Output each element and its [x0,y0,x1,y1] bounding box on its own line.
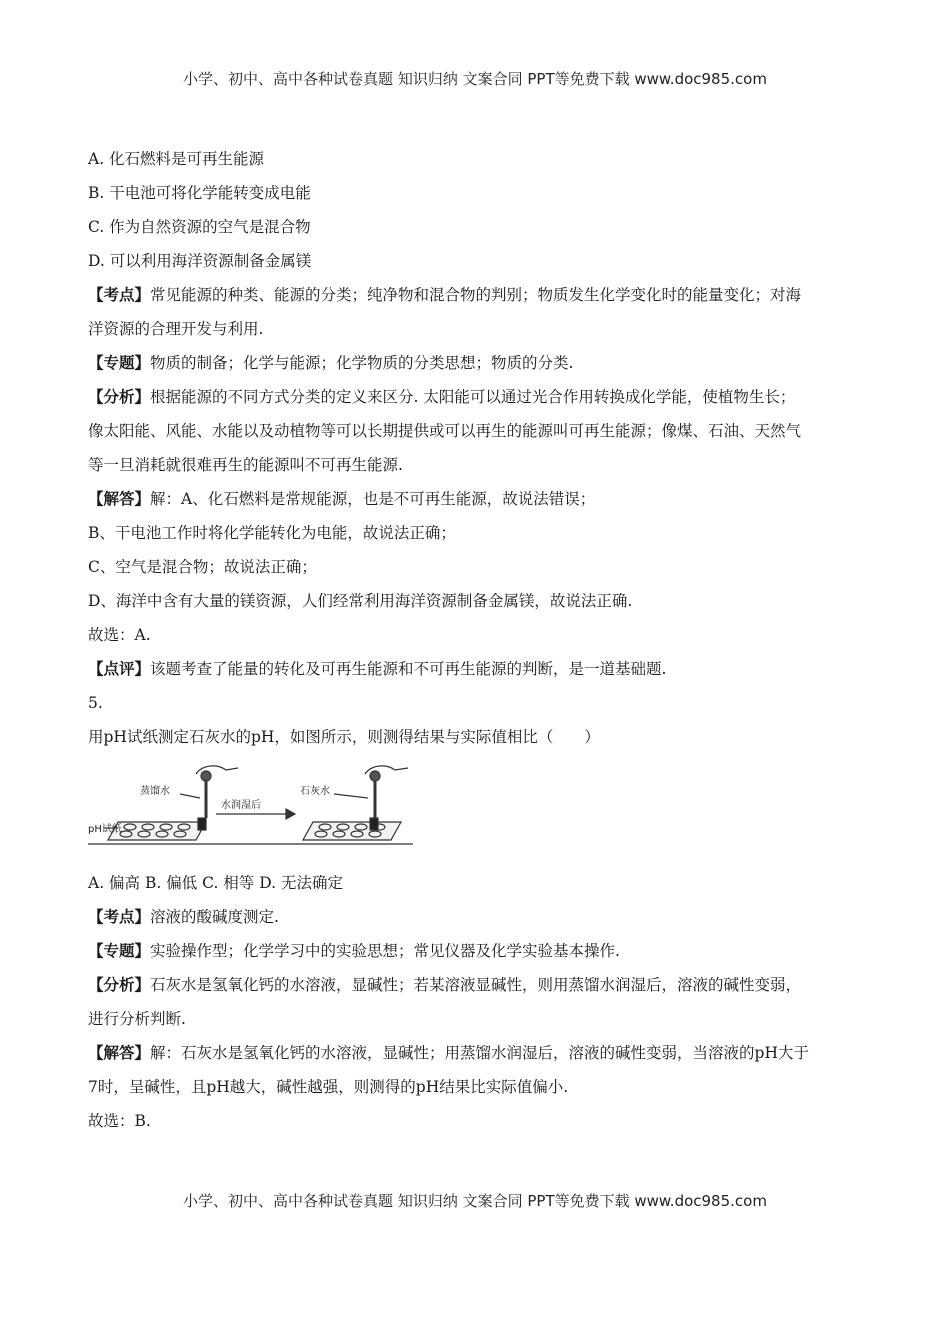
q4-fenxi [88,380,868,414]
q5-number: 5. [88,694,103,712]
kaodian-text: 溶液的酸碱度测定. [150,908,279,926]
jieda-tag: 【解答】 [88,1043,151,1062]
kaodian-text: 常见能源的种类、能源的分类；纯净物和混合物的判别；物质发生化学变化时的能量变化；对海 [150,286,802,304]
q4-option-d: D. 可以利用海洋资源制备金属镁 [88,252,312,270]
zhuanti-text: 实验操作型；化学学习中的实验思想；常见仪器及化学实验基本操作. [150,942,620,960]
zhuanti-tag: 【专题】 [88,353,151,372]
q4-option-c: C. 作为自然资源的空气是混合物 [88,218,311,236]
ph-test-figure [88,760,413,850]
label-arrow-text: 水润湿后 [221,800,261,811]
fenxi-text: 根据能源的不同方式分类的定义来区分. 太阳能可以通过光合作用转换成化学能，使植物生长； [150,388,796,406]
zhuanti-text: 物质的制备；化学与能源；化学物质的分类思想；物质的分类. [150,354,574,372]
dianping-text: 该题考查了能量的转化及可再生能源和不可再生能源的判断，是一道基础题. [150,660,667,678]
ph-strip-right [370,818,378,830]
jieda-text: 解：A、化石燃料是常规能源，也是不可再生能源，故说法错误； [150,490,596,508]
q5-answer: 故选：B. [88,1112,151,1130]
label-limewater: 石灰水 [300,786,330,797]
q4-jieda-c: C、空气是混合物；故说法正确； [88,558,317,576]
kaodian-tag: 【考点】 [88,907,151,926]
q4-fenxi-cont-2: 等一旦消耗就很难再生的能源叫不可再生能源. [88,456,403,474]
dianping-tag: 【点评】 [88,659,151,678]
fenxi-text: 石灰水是氢氧化钙的水溶液，显碱性；若某溶液显碱性，则用蒸馏水润湿后，溶液的碱性变弱， [150,976,802,994]
q5-options: A. 偏高 B. 偏低 C. 相等 D. 无法确定 [88,874,343,892]
q4-kaodian [88,278,868,312]
q4-zhuanti [88,346,868,380]
page-footer: 小学、初中、高中各种试卷真题 知识归纳 文案合同 PPT等免费下载 www.doc985.com [183,1192,767,1210]
q5-jieda [88,1036,868,1070]
jieda-text: 解：石灰水是氢氧化钙的水溶液，显碱性；用蒸馏水润湿后，溶液的碱性变弱，当溶液的pH大于 [150,1044,809,1062]
q4-dianping [88,652,868,686]
q4-jieda-b: B、干电池工作时将化学能转化为电能，故说法正确； [88,524,456,542]
q4-fenxi-cont-1: 像太阳能、风能、水能以及动植物等可以长期提供或可以再生的能源叫可再生能源；像煤、石油、天然气 [88,422,802,440]
q4-jieda-d: D、海洋中含有大量的镁资源，人们经常利用海洋资源制备金属镁，故说法正确. [88,592,633,610]
jieda-tag: 【解答】 [88,489,151,508]
kaodian-tag: 【考点】 [88,285,151,304]
fenxi-tag: 【分析】 [88,387,151,406]
q5-stem: 用pH试纸测定石灰水的pH，如图所示，则测得结果与实际值相比（ ） [88,728,600,746]
page-header: 小学、初中、高中各种试卷真题 知识归纳 文案合同 PPT等免费下载 www.doc985.com [183,70,767,88]
q4-answer: 故选：A. [88,626,151,644]
q4-option-b: B. 干电池可将化学能转变成电能 [88,184,311,202]
q5-fenxi-cont: 进行分析判断. [88,1010,186,1028]
q5-jieda-cont: 7时，呈碱性，且pH越大，碱性越强，则测得的pH结果比实际值偏小. [88,1078,569,1096]
q4-kaodian-cont: 洋资源的合理开发与利用. [88,320,264,338]
q5-fenxi [88,968,868,1002]
label-distilled-water: 蒸馏水 [140,786,170,797]
q4-option-a: A. 化石燃料是可再生能源 [88,150,265,168]
q5-kaodian [88,900,868,934]
ph-strip-left [198,818,206,830]
document-body [88,142,868,1138]
zhuanti-tag: 【专题】 [88,941,151,960]
q5-zhuanti [88,934,868,968]
label-ph-paper: pH试纸 [88,824,122,835]
fenxi-tag: 【分析】 [88,975,151,994]
q4-jieda [88,482,868,516]
